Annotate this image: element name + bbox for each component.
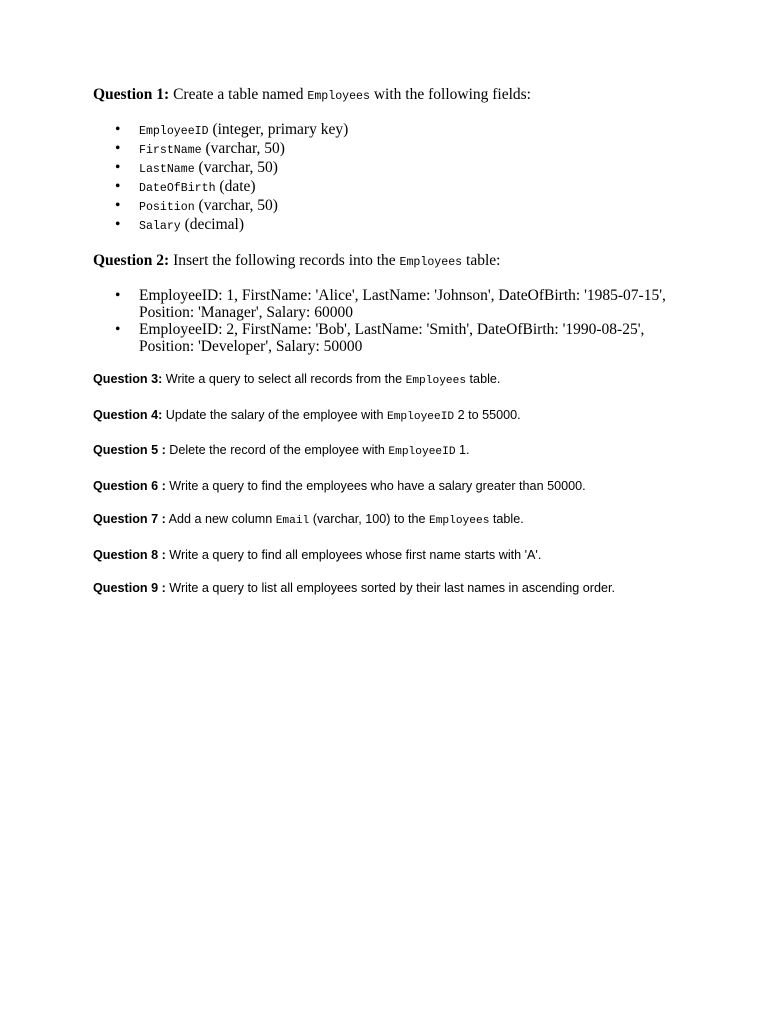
question-2-text-before: Insert the following records into the: [169, 252, 400, 269]
question-5-text-before: Delete the record of the employee with: [165, 443, 389, 457]
record-line-2: Position: 'Developer', Salary: 50000: [139, 338, 363, 355]
record-item: [115, 287, 693, 321]
question-7-label: Question 7 :: [93, 512, 166, 526]
record-list: [93, 287, 693, 355]
record-item: [115, 321, 693, 355]
document-page: [93, 86, 693, 596]
question-8-label: Question 8 :: [93, 547, 166, 562]
field-name: DateOfBirth: [139, 182, 216, 195]
question-2-code: Employees: [399, 256, 463, 269]
question-1-text-after: with the following fields:: [369, 86, 531, 103]
field-name: FirstName: [139, 144, 202, 157]
field-item: [115, 178, 693, 197]
bullet-icon: •: [115, 140, 121, 157]
field-item: [115, 140, 693, 159]
question-7-text-after: (varchar, 100) to the: [309, 512, 429, 526]
question-6-text: Write a query to find the employees who have a salary greater than 50000.: [165, 478, 586, 493]
question-9-text: Write a query to list all employees sorted by their last names in ascending order.: [165, 581, 615, 595]
question-7-code-2: Employees: [428, 515, 490, 527]
question-4: [93, 408, 693, 425]
question-9-label: Question 9 :: [93, 581, 166, 595]
question-3-text-before: Write a query to select all records from the: [162, 372, 406, 386]
field-list: [93, 121, 693, 235]
question-7-text-before: Add a new column: [165, 512, 276, 526]
field-desc: (integer, primary key): [208, 121, 349, 138]
question-4-text-before: Update the salary of the employee with: [162, 407, 387, 422]
question-2-label: Question 2:: [93, 252, 170, 269]
bullet-icon: •: [115, 121, 121, 138]
field-desc: (varchar, 50): [194, 197, 278, 214]
question-9: [93, 581, 693, 596]
question-5-code: EmployeeID: [388, 446, 456, 458]
bullet-icon: •: [115, 197, 121, 214]
bullet-icon: •: [115, 216, 121, 233]
question-5-text-after: 1.: [455, 443, 470, 457]
field-item: [115, 197, 693, 216]
question-2: [93, 252, 693, 271]
question-3-code: Employees: [405, 375, 467, 387]
question-2-text-after: table:: [462, 252, 501, 269]
field-name: LastName: [139, 163, 195, 176]
record-line-1: EmployeeID: 2, FirstName: 'Bob', LastName: 'Smith', DateOfBirth: '1990-08-25',: [139, 321, 645, 338]
question-4-code: EmployeeID: [387, 410, 455, 423]
field-desc: (decimal): [180, 216, 245, 233]
field-name: EmployeeID: [139, 125, 209, 138]
question-4-label: Question 4:: [93, 407, 163, 422]
question-7: [93, 512, 693, 529]
question-1-text-before: Create a table named: [169, 86, 308, 103]
bullet-icon: •: [115, 159, 121, 176]
field-desc: (date): [215, 178, 256, 195]
field-item: [115, 216, 693, 235]
field-item: [115, 159, 693, 178]
bullet-icon: •: [115, 287, 121, 304]
question-7-text-end: table.: [489, 512, 524, 526]
question-4-text-after: 2 to 55000.: [454, 407, 521, 422]
question-7-code: Email: [275, 515, 310, 527]
question-3-text-after: table.: [466, 372, 501, 386]
question-1-code: Employees: [307, 90, 370, 103]
question-5: [93, 443, 693, 460]
question-8: [93, 548, 693, 563]
question-3: [93, 372, 693, 389]
question-3-label: Question 3:: [93, 372, 163, 386]
bullet-icon: •: [115, 321, 121, 338]
field-name: Position: [139, 201, 195, 214]
field-item: [115, 121, 693, 140]
question-6-label: Question 6 :: [93, 478, 166, 493]
field-desc: (varchar, 50): [194, 159, 278, 176]
question-5-label: Question 5 :: [93, 443, 166, 457]
question-1-label: Question 1:: [93, 86, 170, 103]
bullet-icon: •: [115, 178, 121, 195]
question-1: [93, 86, 693, 105]
field-desc: (varchar, 50): [201, 140, 285, 157]
question-8-text: Write a query to find all employees whose first name starts with 'A'.: [165, 547, 542, 562]
field-name: Salary: [139, 220, 181, 233]
record-line-2: Position: 'Manager', Salary: 60000: [139, 304, 353, 321]
question-6: [93, 479, 693, 494]
record-line-1: EmployeeID: 1, FirstName: 'Alice', LastName: 'Johnson', DateOfBirth: '1985-07-15',: [139, 287, 666, 304]
